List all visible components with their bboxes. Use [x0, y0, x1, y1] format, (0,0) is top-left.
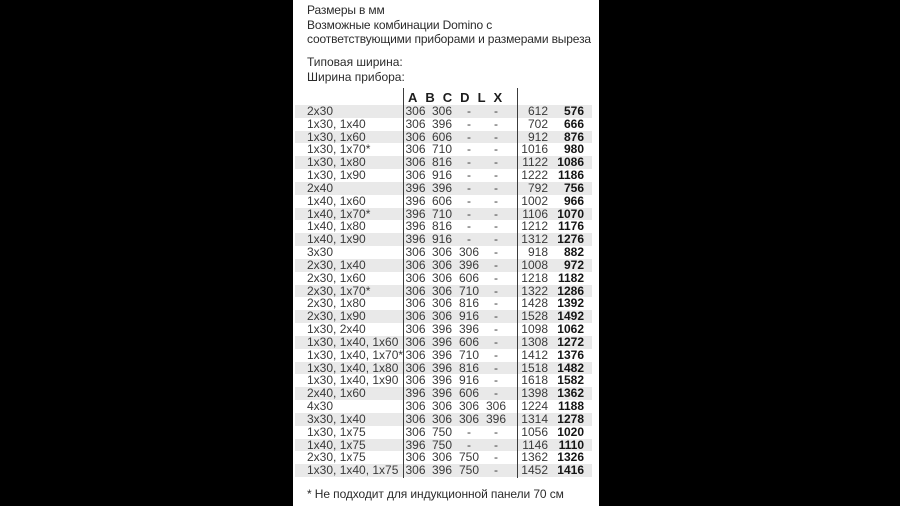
value-a: 396: [405, 232, 426, 247]
value-d: -: [494, 309, 498, 324]
value-d: -: [494, 270, 498, 285]
value-l: 1362: [521, 450, 548, 465]
document-title: [307, 3, 591, 47]
table-row: [295, 182, 592, 195]
column-letter-a: A: [408, 90, 418, 105]
value-c: 396: [458, 322, 480, 337]
value-d: -: [494, 373, 498, 388]
value-a: 306: [405, 360, 426, 375]
value-x: 1062: [557, 322, 584, 337]
table-row: [295, 105, 592, 118]
value-b: 306: [431, 270, 453, 285]
value-b: 816: [431, 155, 453, 170]
value-a: 306: [405, 373, 426, 388]
value-a: 306: [405, 424, 426, 439]
value-d: -: [494, 104, 498, 118]
value-b: 306: [431, 309, 453, 324]
combination-cell: 2x30, 1x60: [307, 270, 366, 285]
value-c: -: [467, 206, 471, 221]
combination-cell: 3x30, 1x40: [307, 411, 366, 426]
table-row: [295, 259, 592, 272]
value-l: 1428: [521, 296, 548, 311]
value-x: 1416: [557, 463, 584, 478]
title-line-dimensions: Размеры в мм: [307, 3, 385, 17]
value-x: 1186: [557, 168, 584, 183]
value-l: 1398: [521, 386, 548, 401]
value-l: 1308: [521, 334, 548, 349]
value-l: 1106: [522, 206, 548, 221]
value-c: -: [467, 193, 471, 208]
value-d: -: [494, 437, 498, 452]
value-x: 1278: [557, 411, 584, 426]
value-x: 1492: [557, 309, 584, 324]
combination-cell: 1x30, 1x40, 1x80: [307, 360, 399, 375]
footnote: * Не подходит для индукционной панели 70 см: [307, 487, 564, 501]
value-a: 306: [405, 347, 426, 362]
value-a: 306: [405, 309, 426, 324]
value-b: 396: [431, 180, 453, 195]
value-d: -: [494, 193, 498, 208]
value-l: 1098: [521, 322, 548, 337]
column-letter-d: D: [460, 90, 470, 105]
value-l: 1056: [521, 424, 548, 439]
combination-cell: 1x40, 1x80: [307, 219, 366, 234]
column-letter-b: B: [425, 90, 435, 105]
value-x: 1086: [557, 155, 584, 170]
value-d: -: [494, 257, 498, 272]
combination-cell: 2x30, 1x80: [307, 296, 366, 311]
value-a: 306: [405, 116, 426, 131]
value-a: 396: [405, 386, 426, 401]
combination-cell: 1x30, 1x75: [307, 424, 366, 439]
value-a: 306: [405, 450, 426, 465]
value-x: 1020: [557, 424, 584, 439]
value-b: 710: [431, 142, 453, 157]
value-l: 1518: [521, 360, 548, 375]
combination-cell: 2x40: [307, 180, 334, 195]
value-l: 1212: [521, 219, 548, 234]
value-b: 306: [431, 296, 453, 311]
value-b: 396: [431, 334, 453, 349]
value-d: -: [494, 450, 498, 465]
value-d: -: [494, 296, 498, 311]
value-l: 1002: [521, 193, 548, 208]
column-letter-l: L: [477, 90, 486, 105]
value-x: 882: [563, 245, 584, 260]
value-x: 1188: [557, 399, 584, 414]
value-l: 918: [527, 245, 548, 260]
value-d: -: [494, 206, 498, 221]
value-x: 972: [563, 257, 584, 272]
value-b: 306: [431, 104, 453, 118]
value-c: -: [467, 129, 471, 144]
combination-cell: 2x30, 1x70*: [307, 283, 371, 298]
value-b: 606: [431, 129, 453, 144]
value-d: -: [494, 334, 498, 349]
value-a: 306: [405, 334, 426, 349]
value-c: -: [467, 116, 471, 131]
value-d: -: [494, 180, 498, 195]
value-x: 1362: [557, 386, 584, 401]
value-c: 306: [458, 399, 480, 414]
width-labels: [307, 55, 405, 84]
value-c: -: [467, 104, 471, 118]
value-a: 306: [405, 296, 426, 311]
value-l: 1618: [521, 373, 548, 388]
value-a: 396: [405, 193, 426, 208]
typical-width-label: Типовая ширина:: [307, 55, 403, 69]
value-c: -: [467, 424, 471, 439]
value-b: 396: [431, 116, 453, 131]
value-b: 816: [431, 219, 453, 234]
value-a: 396: [405, 437, 426, 452]
value-a: 306: [405, 411, 426, 426]
combination-cell: 1x40, 1x75: [307, 437, 366, 452]
value-x: 1392: [557, 296, 584, 311]
combination-cell: 4x30: [307, 399, 334, 414]
appliance-width-label: Ширина прибора:: [307, 69, 405, 84]
table-column-header: [408, 89, 510, 105]
value-d: -: [494, 386, 498, 401]
combination-cell: 1x30, 1x40, 1x90: [307, 373, 399, 388]
value-l: 1528: [521, 309, 548, 324]
combination-cell: 2x30, 1x75: [307, 450, 366, 465]
table-row: [295, 426, 592, 439]
value-c: -: [467, 180, 471, 195]
table-divider-right: [517, 88, 518, 478]
value-a: 396: [405, 180, 426, 195]
combination-cell: 2x40, 1x60: [307, 386, 366, 401]
value-b: 750: [431, 424, 453, 439]
value-b: 306: [431, 245, 453, 260]
value-d: -: [494, 322, 498, 337]
value-b: 306: [431, 450, 453, 465]
value-a: 396: [405, 219, 426, 234]
value-l: 1452: [521, 463, 548, 478]
value-d: 396: [485, 411, 507, 426]
combination-table: [295, 105, 592, 477]
combination-cell: 2x30, 1x40: [307, 257, 366, 272]
combination-cell: 2x30, 1x90: [307, 309, 366, 324]
column-letter-x: X: [493, 90, 503, 105]
table-divider-left: [403, 88, 404, 478]
document-page: [293, 0, 599, 506]
value-x: 1110: [558, 437, 584, 452]
combination-cell: 1x30, 1x40: [307, 116, 366, 131]
value-l: 1222: [521, 168, 548, 183]
table-row: [295, 118, 592, 131]
value-b: 396: [431, 322, 453, 337]
value-c: 606: [458, 334, 480, 349]
value-l: 1122: [522, 155, 548, 170]
value-b: 710: [431, 206, 453, 221]
combination-cell: 1x30, 1x90: [307, 168, 366, 183]
combination-cell: 2x30: [307, 104, 334, 118]
value-x: 1182: [557, 270, 584, 285]
value-x: 1582: [557, 373, 584, 388]
value-a: 306: [405, 142, 426, 157]
value-c: 710: [458, 347, 480, 362]
value-a: 396: [405, 206, 426, 221]
value-a: 306: [405, 155, 426, 170]
value-d: -: [494, 155, 498, 170]
value-x: 980: [563, 142, 584, 157]
value-c: 750: [458, 450, 480, 465]
value-l: 1008: [521, 257, 548, 272]
table-row: [295, 336, 592, 349]
table-row: [295, 195, 592, 208]
value-c: 396: [458, 257, 480, 272]
value-l: 1314: [521, 411, 548, 426]
value-l: 612: [527, 104, 548, 118]
value-d: -: [494, 360, 498, 375]
value-c: 750: [458, 463, 480, 478]
value-x: 1376: [557, 347, 584, 362]
value-b: 396: [431, 373, 453, 388]
combination-cell: 3x30: [307, 245, 334, 260]
value-b: 396: [431, 386, 453, 401]
value-b: 306: [431, 283, 453, 298]
value-x: 1070: [557, 206, 584, 221]
combination-cell: 1x30, 2x40: [307, 322, 366, 337]
value-d: -: [494, 219, 498, 234]
value-b: 306: [431, 257, 453, 272]
value-c: -: [467, 219, 471, 234]
value-b: 396: [431, 463, 453, 478]
value-l: 1312: [521, 232, 548, 247]
value-x: 1286: [557, 283, 584, 298]
table-row: [295, 413, 592, 426]
value-l: 792: [527, 180, 548, 195]
value-b: 306: [431, 399, 453, 414]
value-l: 702: [527, 116, 548, 131]
value-c: 306: [458, 411, 480, 426]
combination-cell: 1x40, 1x90: [307, 232, 366, 247]
value-c: -: [467, 168, 471, 183]
value-a: 306: [405, 104, 426, 118]
value-c: 606: [458, 386, 480, 401]
value-c: 816: [458, 296, 480, 311]
value-c: 816: [458, 360, 480, 375]
value-a: 306: [405, 257, 426, 272]
value-l: 1322: [521, 283, 548, 298]
combination-cell: 1x30, 1x80: [307, 155, 366, 170]
value-d: -: [494, 347, 498, 362]
value-c: -: [467, 232, 471, 247]
value-x: 876: [563, 129, 584, 144]
value-l: 1224: [521, 399, 548, 414]
value-d: -: [494, 463, 498, 478]
value-d: -: [494, 232, 498, 247]
value-a: 306: [405, 245, 426, 260]
table-row: [295, 349, 592, 362]
value-c: -: [467, 155, 471, 170]
value-d: -: [494, 283, 498, 298]
column-letter-c: C: [442, 90, 453, 105]
table-row: [295, 464, 592, 477]
value-c: 916: [458, 309, 480, 324]
value-b: 750: [431, 437, 453, 452]
value-a: 306: [405, 168, 426, 183]
value-c: 606: [458, 270, 480, 285]
combination-cell: 1x30, 1x40, 1x75: [307, 463, 399, 478]
value-b: 606: [431, 193, 453, 208]
table-row: [295, 246, 592, 259]
value-l: 1412: [521, 347, 548, 362]
value-x: 576: [563, 104, 584, 118]
value-d: 306: [485, 399, 507, 414]
value-b: 396: [431, 360, 453, 375]
value-a: 306: [405, 129, 426, 144]
value-x: 756: [563, 180, 584, 195]
value-x: 666: [563, 116, 584, 131]
value-a: 306: [405, 270, 426, 285]
value-d: -: [494, 116, 498, 131]
value-a: 306: [405, 283, 426, 298]
value-d: -: [494, 168, 498, 183]
value-b: 916: [431, 232, 453, 247]
combination-cell: 1x40, 1x60: [307, 193, 366, 208]
table-row: [295, 323, 592, 336]
value-d: -: [494, 129, 498, 144]
title-line-cutout: соответствующими приборами и размерами выреза: [307, 32, 591, 46]
title-line-combinations: Возможные комбинации Domino с: [307, 17, 493, 32]
combination-cell: 1x40, 1x70*: [307, 206, 371, 221]
value-a: 306: [405, 322, 426, 337]
value-b: 306: [431, 411, 453, 426]
value-x: 1276: [557, 232, 584, 247]
value-l: 912: [527, 129, 548, 144]
value-x: 1272: [557, 334, 584, 349]
value-c: 916: [458, 373, 480, 388]
value-l: 1016: [521, 142, 548, 157]
combination-cell: 1x30, 1x40, 1x70*: [307, 347, 404, 362]
value-d: -: [494, 142, 498, 157]
combination-cell: 1x30, 1x60: [307, 129, 366, 144]
combination-cell: 1x30, 1x40, 1x60: [307, 334, 399, 349]
value-x: 966: [563, 193, 584, 208]
value-x: 1482: [557, 360, 584, 375]
value-c: 710: [458, 283, 480, 298]
value-b: 396: [431, 347, 453, 362]
value-x: 1176: [557, 219, 584, 234]
value-b: 916: [431, 168, 453, 183]
value-l: 1218: [521, 270, 548, 285]
value-a: 306: [405, 463, 426, 478]
table-row: [295, 400, 592, 413]
value-d: -: [494, 245, 498, 260]
value-c: -: [467, 142, 471, 157]
value-a: 306: [405, 399, 426, 414]
value-d: -: [494, 424, 498, 439]
value-c: -: [467, 437, 471, 452]
table-row: [295, 272, 592, 285]
value-l: 1146: [522, 437, 548, 452]
combination-cell: 1x30, 1x70*: [307, 142, 371, 157]
value-x: 1326: [557, 450, 584, 465]
value-c: 306: [458, 245, 480, 260]
